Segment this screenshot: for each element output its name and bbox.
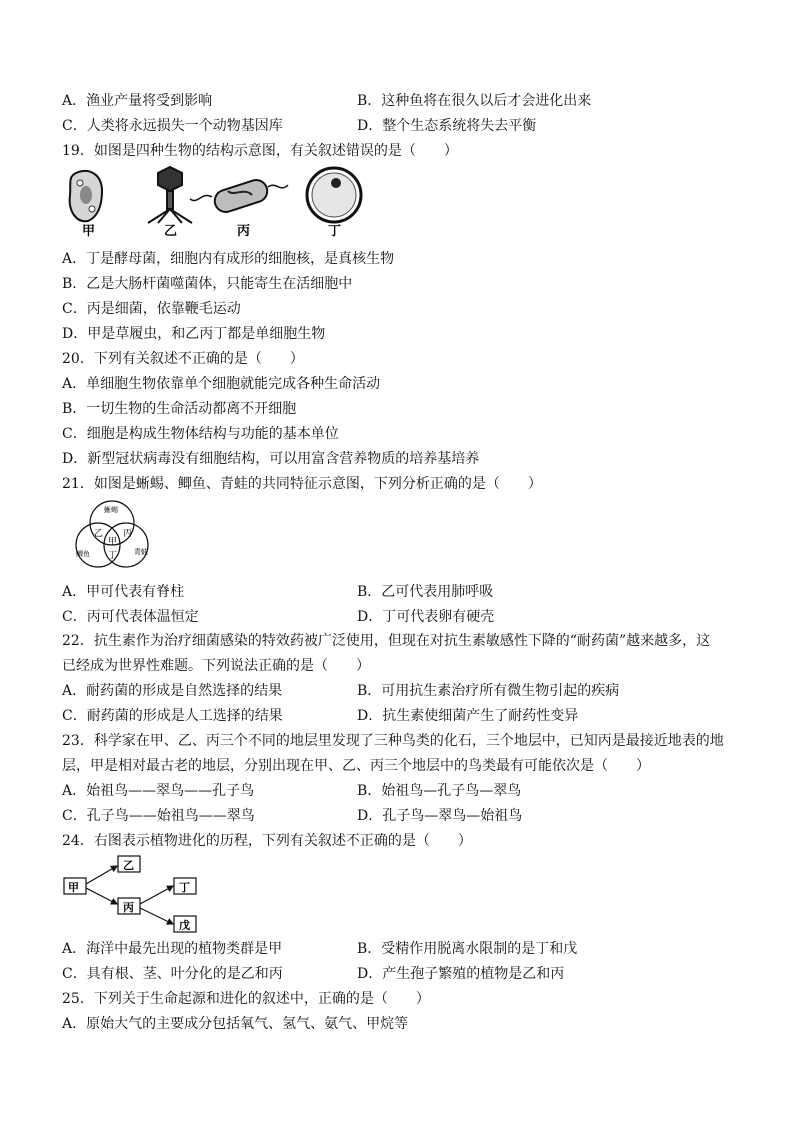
q23-option-a: A．始祖鸟——翠鸟——孔子鸟 <box>62 783 255 799</box>
q24-option-a: A．海洋中最先出现的植物类群是甲 <box>62 941 283 957</box>
q23-option-d: D．孔子鸟—翠鸟—始祖鸟 <box>357 808 523 824</box>
label-ding: 丁 <box>328 224 342 237</box>
venn-bing: 丙 <box>123 529 133 539</box>
q24-option-d: D．产生孢子繁殖的植物是乙和丙 <box>357 966 565 982</box>
venn-frog: 青蛙 <box>134 548 148 556</box>
venn-lizard: 蜥蜴 <box>104 506 118 514</box>
q18-option-c: C．人类将永远损失一个动物基因库 <box>62 118 283 134</box>
q22-option-d: D．抗生素使细菌产生了耐药性变异 <box>357 708 579 724</box>
q22-stem-line2: 已经成为世界性难题。下列说法正确的是（ ） <box>62 658 370 674</box>
q22-option-b: B．可用抗生素治疗所有微生物引起的疾病 <box>357 683 620 699</box>
q22-stem-line1: 22．抗生素作为治疗细菌感染的特效药被广泛使用，但现在对抗生素敏感性下降的“耐药菌”越来越多，这 <box>62 633 711 649</box>
venn-carp: 鲫鱼 <box>76 550 90 558</box>
q22-option-a: A．耐药菌的形成是自然选择的结果 <box>62 683 283 699</box>
q20-option-d: D．新型冠状病毒没有细胞结构，可以用富含营养物质的培养基培养 <box>62 451 480 467</box>
q21-option-c: C．丙可代表体温恒定 <box>62 609 199 625</box>
yeast-image <box>307 168 361 222</box>
q19-option-a: A．丁是酵母菌，细胞内有成形的细胞核，是真核生物 <box>62 251 395 267</box>
bacterium-image <box>190 177 288 215</box>
q23-option-b: B．始祖鸟—孔子鸟—翠鸟 <box>357 783 522 799</box>
label-yi: 乙 <box>164 224 178 237</box>
q19-stem: 19．如图是四种生物的结构示意图，有关叙述错误的是（ ） <box>62 143 458 159</box>
q18-option-d: D．整个生态系统将失去平衡 <box>357 118 537 134</box>
q24-evolution-tree <box>62 852 202 936</box>
q19-option-d: D．甲是草履虫，和乙丙丁都是单细胞生物 <box>62 326 326 342</box>
tree-wu: 戊 <box>179 919 190 932</box>
q21-venn-diagram <box>64 498 164 574</box>
q23-option-c: C．孔子鸟——始祖鸟——翠鸟 <box>62 808 255 824</box>
q20-option-a: A．单细胞生物依靠单个细胞就能完成各种生命活动 <box>62 376 381 392</box>
q23-stem-line1: 23．科学家在甲、乙、丙三个不同的地层里发现了三种鸟类的化石，三个地层中，已知丙是最接近地表的地 <box>62 733 724 749</box>
q20-option-c: C．细胞是构成生物体结构与功能的基本单位 <box>62 426 339 442</box>
q18-option-b: B．这种鱼将在很久以后才会进化出来 <box>357 93 592 109</box>
q21-option-a: A．甲可代表有脊柱 <box>62 584 185 600</box>
q24-option-c: C．具有根、茎、叶分化的是乙和丙 <box>62 966 283 982</box>
bacteriophage-image <box>148 167 192 223</box>
venn-jia: 甲 <box>108 537 118 547</box>
q19-option-c: C．丙是细菌，依靠鞭毛运动 <box>62 301 241 317</box>
venn-yi: 乙 <box>94 529 104 539</box>
q19-organisms-figure <box>62 165 372 237</box>
q24-stem: 24．右图表示植物进化的历程，下列有关叙述不正确的是（ ） <box>62 833 472 849</box>
q23-stem-line2: 层，甲是相对最古老的地层，分别出现在甲、乙、丙三个地层中的鸟类最有可能依次是（ ） <box>62 758 650 774</box>
tree-bing: 丙 <box>123 901 134 914</box>
label-jia: 甲 <box>82 224 96 237</box>
q21-stem: 21．如图是蜥蜴、鲫鱼、青蛙的共同特征示意图，下列分析正确的是（ ） <box>62 476 542 492</box>
paramecium-image <box>70 171 102 221</box>
q20-stem: 20．下列有关叙述不正确的是（ ） <box>62 351 304 367</box>
q19-option-b: B．乙是大肠杆菌噬菌体，只能寄生在活细胞中 <box>62 276 353 292</box>
q24-option-b: B．受精作用脱离水限制的是丁和戊 <box>357 941 578 957</box>
tree-jia: 甲 <box>68 881 79 894</box>
q18-option-a: A．渔业产量将受到影响 <box>62 93 213 109</box>
label-bing: 丙 <box>237 224 251 237</box>
tree-yi: 乙 <box>123 859 134 872</box>
q21-option-d: D．丁可代表卵有硬壳 <box>357 609 495 625</box>
venn-ding: 丁 <box>108 551 118 561</box>
tree-ding: 丁 <box>179 881 190 894</box>
q22-option-c: C．耐药菌的形成是人工选择的结果 <box>62 708 283 724</box>
q25-stem: 25．下列关于生命起源和进化的叙述中，正确的是（ ） <box>62 991 430 1007</box>
q20-option-b: B．一切生物的生命活动都离不开细胞 <box>62 401 297 417</box>
q25-option-a: A．原始大气的主要成分包括氧气、氢气、氨气、甲烷等 <box>62 1016 409 1032</box>
q21-option-b: B．乙可代表用肺呼吸 <box>357 584 494 600</box>
